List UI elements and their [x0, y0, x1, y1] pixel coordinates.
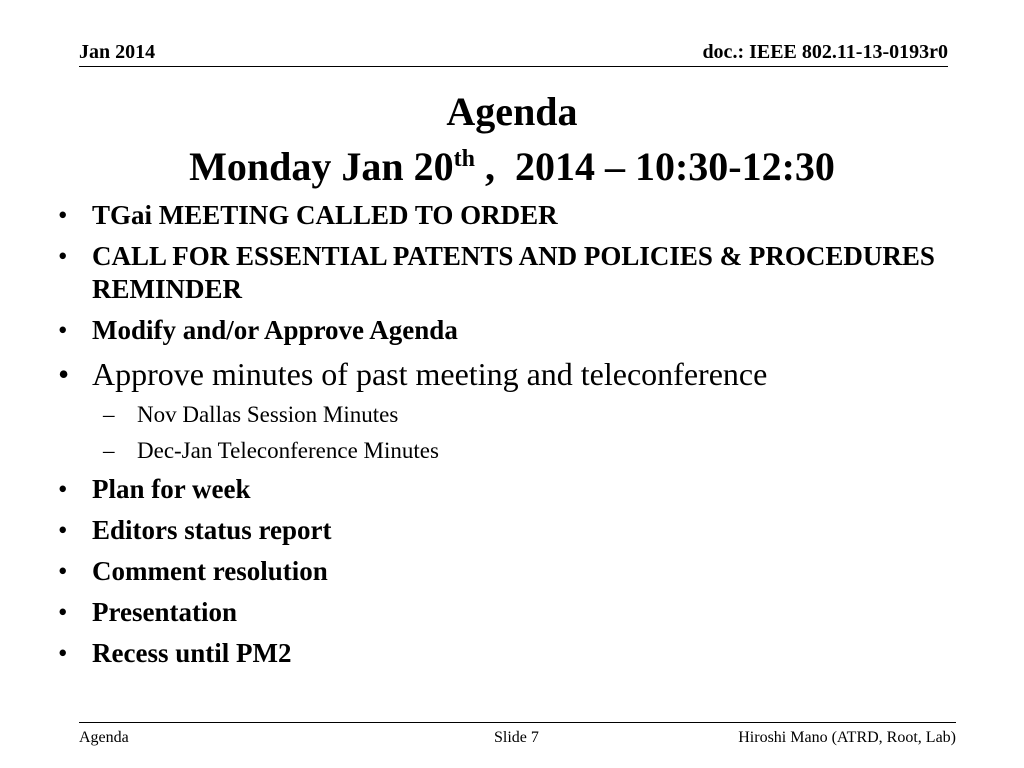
bullet-marker: •	[58, 241, 68, 271]
footer-section: Agenda	[79, 729, 129, 746]
agenda-item-text: Editors status report	[92, 515, 332, 545]
footer-slide-number: Slide 7	[494, 729, 539, 746]
agenda-item-text: Modify and/or Approve Agenda	[92, 315, 458, 345]
agenda-item-text: Approve minutes of past meeting and teleconference	[92, 356, 768, 392]
footer-author: Hiroshi Mano (ATRD, Root, Lab)	[738, 729, 956, 746]
agenda-item-text: Presentation	[92, 597, 237, 627]
agenda-list	[58, 199, 958, 678]
agenda-item-text: CALL FOR ESSENTIAL PATENTS AND POLICIES & PROCEDURES REMINDER	[92, 241, 935, 304]
dash-marker: –	[103, 402, 115, 427]
agenda-item	[58, 514, 958, 547]
bullet-marker: •	[58, 356, 70, 392]
slide-subtitle	[0, 143, 1024, 191]
agenda-item	[58, 355, 958, 393]
agenda-item-text: Recess until PM2	[92, 638, 292, 668]
agenda-item	[58, 240, 958, 306]
agenda-item	[58, 637, 958, 670]
header-divider	[79, 66, 948, 67]
subtitle-date-start: Monday Jan 20	[189, 144, 454, 189]
agenda-item	[58, 555, 958, 588]
agenda-subitem	[58, 401, 958, 429]
agenda-item	[58, 314, 958, 347]
slide-title: Agenda	[446, 89, 578, 134]
agenda-item-text: TGai MEETING CALLED TO ORDER	[92, 200, 558, 230]
bullet-marker: •	[58, 556, 68, 586]
agenda-item-text: Comment resolution	[92, 556, 328, 586]
bullet-marker: •	[58, 515, 68, 545]
agenda-subitem-text: Dec-Jan Teleconference Minutes	[137, 438, 439, 463]
agenda-item	[58, 199, 958, 232]
agenda-item-text: Plan for week	[92, 474, 251, 504]
footer-divider	[79, 722, 956, 723]
dash-marker: –	[103, 438, 115, 463]
header-doc-id: doc.: IEEE 802.11-13-0193r0	[702, 41, 948, 63]
bullet-marker: •	[58, 638, 68, 668]
agenda-subitem	[58, 437, 958, 465]
agenda-subitem-text: Nov Dallas Session Minutes	[137, 402, 399, 427]
agenda-item	[58, 473, 958, 506]
subtitle-date-time: , 2014 – 10:30-12:30	[474, 144, 835, 189]
agenda-item	[58, 596, 958, 629]
bullet-marker: •	[58, 597, 68, 627]
bullet-marker: •	[58, 200, 68, 230]
bullet-marker: •	[58, 474, 68, 504]
subtitle-ordinal-suffix: th	[453, 146, 475, 172]
header-date: Jan 2014	[79, 41, 156, 63]
bullet-marker: •	[58, 315, 68, 345]
